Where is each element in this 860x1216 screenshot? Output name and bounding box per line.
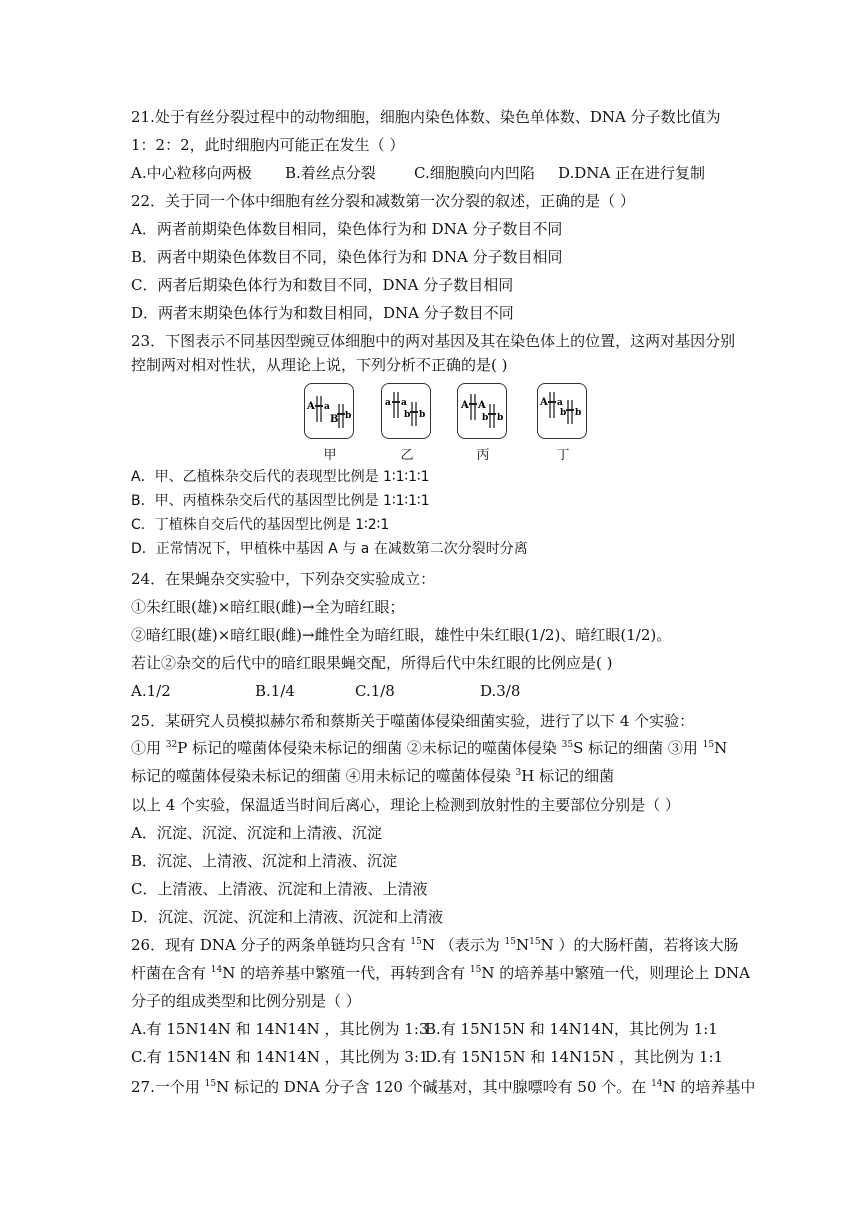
gene-label: b xyxy=(482,413,489,423)
q24-option-a: A.1/2 xyxy=(131,682,171,700)
text-run: N 标记的 DNA 分子含 120 个碱基对，其中腺嘌呤有 50 个。在 xyxy=(216,1078,652,1096)
text-run: H 标记的细菌 xyxy=(521,767,615,785)
q24-cross-2: ②暗红眼(雄)×暗红眼(雌)→雌性全为暗红眼，雄性中朱红眼(1/2)、暗红眼(1/2)。 xyxy=(131,626,672,644)
q24-option-b: B.1/4 xyxy=(255,682,295,700)
q21-option-b: B.着丝点分裂 xyxy=(285,164,376,182)
text-run: N 的培养基中繁殖一代，再转到含有 xyxy=(222,964,470,982)
isotope-sup: 14 xyxy=(651,1079,663,1089)
gene-label: A xyxy=(461,400,469,411)
q23-stem-line1: 23．下图表示不同基因型豌豆体细胞中的两对基因及其在染色体上的位置，这两对基因分别 xyxy=(131,332,736,350)
q25-option-c: C．上清液、上清液、沉淀和上清液、上清液 xyxy=(131,880,428,898)
q24-option-d: D.3/8 xyxy=(480,682,521,700)
cell-label-jia: 甲 xyxy=(323,448,337,463)
gene-label: a xyxy=(401,398,407,408)
text-run: P 标记的噬菌体侵染未标记的细菌 ②未标记的噬菌体侵染 xyxy=(177,739,562,757)
chromosome-figure xyxy=(304,383,604,463)
q26-option-d: D.有 15N15N 和 14N15N ，其比例为 1:1 xyxy=(425,1048,724,1066)
gene-label: a xyxy=(385,398,391,408)
q25-experiments-line1 xyxy=(131,738,741,758)
isotope-sup: 32 xyxy=(165,740,178,750)
gene-label: a xyxy=(324,402,330,412)
isotope-sup: 15 xyxy=(702,740,715,750)
gene-label: A xyxy=(478,400,486,411)
isotope-sup: 15 xyxy=(204,1079,217,1089)
q24-question: 若让②杂交的后代中的暗红眼果蝇交配，所得后代中朱红眼的比例应是( ) xyxy=(131,654,613,672)
q21-option-d: D.DNA 正在进行复制 xyxy=(558,164,706,182)
cell-jia xyxy=(304,383,354,463)
q26-options-row2 xyxy=(131,1047,741,1067)
q23-option-a: A．甲、乙植株杂交后代的表现型比例是 1∶1∶1∶1 xyxy=(131,469,430,485)
q27-stem xyxy=(131,1077,756,1097)
text-run: N 的培养基中繁殖一代，则理论上 DNA xyxy=(481,964,751,982)
q24-cross-1: ①朱红眼(雄)×暗红眼(雌)→全为暗红眼； xyxy=(131,598,405,616)
q26-stem-line1 xyxy=(131,935,741,955)
isotope-sup: 15 xyxy=(529,937,541,947)
cell-label-bing: 丙 xyxy=(476,448,490,463)
q26-stem-line3: 分子的组成类型和比例分别是（ ） xyxy=(131,992,361,1010)
q26-option-c: C.有 15N14N 和 14N14N ，其比例为 3:1 xyxy=(131,1048,429,1066)
q23-option-c: C．丁植株自交后代的基因型比例是 1∶2∶1 xyxy=(131,517,390,533)
q22-option-c: C．两者后期染色体行为和数目不同，DNA 分子数目相同 xyxy=(131,276,514,294)
gene-label: B xyxy=(330,414,339,425)
text-run: N xyxy=(515,936,530,954)
gene-label: A xyxy=(307,401,315,412)
isotope-sup: 15 xyxy=(410,937,422,947)
gene-label: b xyxy=(345,411,352,421)
text-run: 27.一个用 xyxy=(131,1078,205,1096)
isotope-sup: 3 xyxy=(515,768,522,778)
chromosome-diagram-jia xyxy=(305,384,353,438)
q21-stem-line1: 21.处于有丝分裂过程中的动物细胞，细胞内染色体数、染色单体数、DNA 分子数比值为 xyxy=(131,108,721,126)
q24-stem: 24．在果蝇杂交实验中，下列杂交实验成立： xyxy=(131,570,436,588)
gene-label: b xyxy=(404,410,411,420)
q26-stem-line2 xyxy=(131,963,751,983)
isotope-sup: 35 xyxy=(561,740,574,750)
q24-options xyxy=(131,681,741,701)
text-run: S 标记的细菌 ③用 xyxy=(573,739,703,757)
q23-option-b: B．甲、丙植株杂交后代的基因型比例是 1∶1∶1∶1 xyxy=(131,493,430,509)
q22-option-a: A．两者前期染色体数目相同，染色体行为和 DNA 分子数目不同 xyxy=(131,220,563,238)
q25-question: 以上 4 个实验，保温适当时间后离心，理论上检测到放射性的主要部位分别是（ ） xyxy=(131,796,680,814)
isotope-sup: 14 xyxy=(210,965,223,975)
gene-label: b xyxy=(419,410,426,420)
gene-label: b xyxy=(575,408,582,418)
q26-options-row1 xyxy=(131,1019,741,1039)
q21-stem-line2: 1：2：2，此时细胞内可能正在发生（ ） xyxy=(131,136,405,154)
text-run: 杆菌在含有 xyxy=(131,964,211,982)
cell-label-ding: 丁 xyxy=(556,448,570,463)
q25-experiments-line2 xyxy=(131,766,741,786)
q25-option-a: A．沉淀、沉淀、沉淀和上清液、沉淀 xyxy=(131,824,382,842)
q26-option-a: A.有 15N14N 和 14N14N ，其比例为 1:3 xyxy=(131,1020,429,1038)
chromosome-diagram-bing xyxy=(458,384,506,438)
chromosome-diagram-ding xyxy=(538,384,586,438)
q24-option-c: C.1/8 xyxy=(355,682,395,700)
q22-option-d: D．两者末期染色体行为和数目相同，DNA 分子数目不同 xyxy=(131,304,514,322)
text-run: 标记的噬菌体侵染未标记的细菌 ④用未标记的噬菌体侵染 xyxy=(131,767,516,785)
text-run: N 的培养基中 xyxy=(662,1078,756,1096)
text-run: N （表示为 xyxy=(421,936,505,954)
text-run: 26．现有 DNA 分子的两条单链均只含有 xyxy=(131,936,411,954)
q25-option-b: B．沉淀、上清液、沉淀和上清液、沉淀 xyxy=(131,852,398,870)
gene-label: a xyxy=(557,398,563,408)
chromosome-diagram-yi xyxy=(382,384,430,438)
q23-option-d: D．正常情况下，甲植株中基因 A 与 a 在减数第二次分裂时分离 xyxy=(131,541,528,557)
gene-label: b xyxy=(497,413,504,423)
cell-ding xyxy=(537,383,587,463)
text-run: N xyxy=(714,739,728,757)
q25-stem: 25．某研究人员模拟赫尔希和蔡斯关于噬菌体侵染细菌实验，进行了以下 4 个实验： xyxy=(131,712,695,730)
text-run: ①用 xyxy=(131,739,166,757)
q23-stem-line2: 控制两对相对性状，从理论上说，下列分析不正确的是( ) xyxy=(131,356,508,374)
gene-label: A xyxy=(540,397,548,408)
isotope-sup: 15 xyxy=(504,937,516,947)
q22-stem: 22．关于同一个体中细胞有丝分裂和减数第一次分裂的叙述，正确的是（ ） xyxy=(131,192,635,210)
q26-option-b: B.有 15N15N 和 14N14N，其比例为 1:1 xyxy=(425,1020,718,1038)
q25-option-d: D．沉淀、沉淀、沉淀和上清液、沉淀和上清液 xyxy=(131,908,444,926)
isotope-sup: 15 xyxy=(469,965,482,975)
gene-label: b xyxy=(560,408,567,418)
q22-option-b: B．两者中期染色体数目不同，染色体行为和 DNA 分子数目相同 xyxy=(131,248,563,266)
q21-option-a: A.中心粒移向两极 xyxy=(131,164,252,182)
text-run: N ）的大肠杆菌，若将该大肠 xyxy=(540,936,739,954)
cell-label-yi: 乙 xyxy=(400,448,414,463)
cell-yi xyxy=(381,383,431,463)
q21-option-c: C.细胞膜向内凹陷 xyxy=(414,164,535,182)
cell-bing xyxy=(457,383,507,463)
q21-options xyxy=(131,163,741,183)
